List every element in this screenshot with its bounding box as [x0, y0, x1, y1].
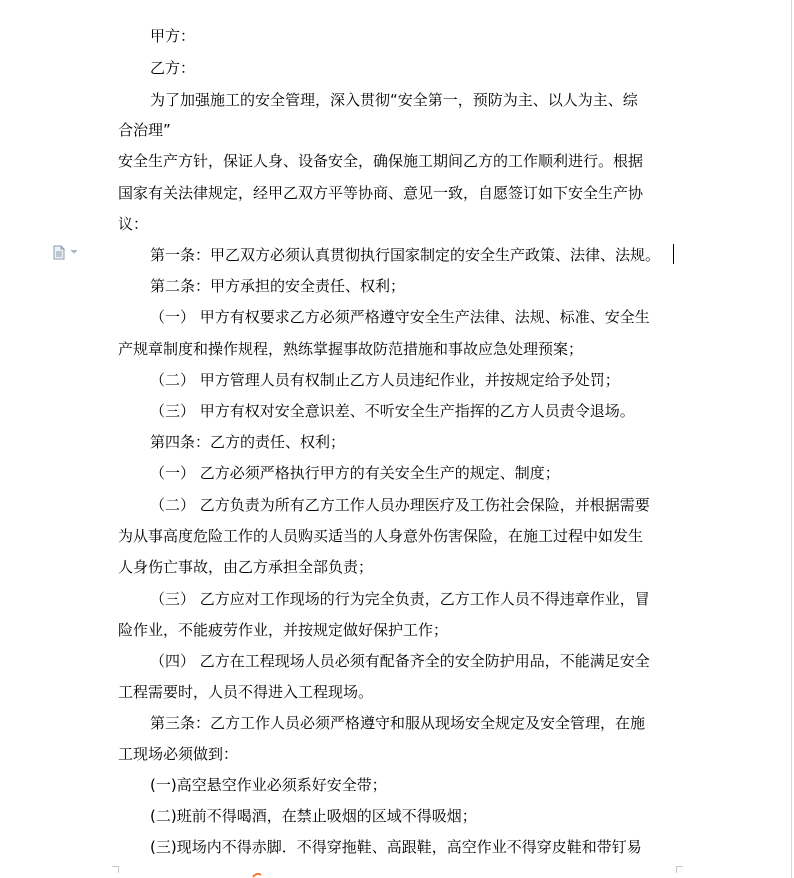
text-line — [0, 743, 794, 765]
document-icon[interactable] — [53, 245, 65, 260]
text-line — [0, 213, 794, 235]
line-text: 第四条：乙方的责任、权利； — [150, 433, 346, 451]
text-line — [0, 89, 794, 111]
line-text: （一） 甲方有权要求乙方必须严格遵守安全生产法律、法规、标准、安全生 — [150, 308, 650, 326]
line-text: 第一条：甲乙双方必须认真贯彻执行国家制定的安全生产政策、法律、法规。 — [150, 246, 661, 264]
line-text: (三)现场内不得赤脚．不得穿拖鞋、高跟鞋，高空作业不得穿皮鞋和带钉易 — [150, 838, 642, 856]
text-line — [0, 805, 794, 827]
line-text: （二） 乙方负责为所有乙方工作人员办理医疗及工伤社会保险，并根据需要 — [150, 496, 650, 514]
line-text: 为了加强施工的安全管理，深入贯彻“安全第一，预防为主、以人为主、综 — [150, 91, 638, 109]
line-text: （二） 甲方管理人员有权制止乙方人员违纪作业，并按规定给予处罚； — [150, 371, 620, 389]
text-line — [0, 244, 794, 266]
text-line — [0, 119, 794, 141]
line-text: 国家有关法律规定，经甲乙双方平等协商、意见一致，自愿签订如下安全生产协 — [118, 184, 644, 202]
text-line — [0, 400, 794, 422]
text-line — [0, 275, 794, 297]
text-line — [0, 712, 794, 734]
text-cursor — [673, 244, 674, 264]
line-text: （一） 乙方必须严格执行甲方的有关安全生产的规定、制度； — [150, 464, 560, 482]
text-line — [0, 150, 794, 172]
line-text: 第三条：乙方工作人员必须严格遵守和服从现场安全规定及安全管理，在施 — [150, 714, 646, 732]
text-line — [0, 619, 794, 641]
text-line — [0, 556, 794, 578]
text-line — [0, 681, 794, 703]
line-text: 安全生产方针，保证人身、设备安全，确保施工期间乙方的工作顺利进行。根据 — [118, 152, 644, 170]
line-text: 险作业，不能疲劳作业，并按规定做好保护工作； — [118, 621, 449, 639]
line-text: （三） 甲方有权对安全意识差、不听安全生产指挥的乙方人员责令退场。 — [150, 402, 635, 420]
line-text: 议： — [118, 215, 149, 233]
page-corner-mark — [676, 866, 683, 873]
text-line — [0, 431, 794, 453]
text-line — [0, 588, 794, 610]
line-text: （四） 乙方在工程现场人员必须有配备齐全的安全防护用品，不能满足安全 — [150, 652, 650, 670]
line-text: 合治理” — [118, 121, 171, 139]
line-text: 为从事高度危险工作的人员购买适当的人身意外伤害保险，在施工过程中如发生 — [118, 527, 644, 545]
line-text: 甲方： — [150, 27, 196, 45]
text-line — [0, 369, 794, 391]
status-mark-icon — [252, 872, 262, 878]
line-text: 第二条：甲方承担的安全责任、权利； — [150, 277, 406, 295]
line-text: (一)高空悬空作业必须系好安全带； — [150, 776, 387, 794]
text-line — [0, 650, 794, 672]
page-edge — [791, 0, 792, 878]
line-text: （三） 乙方应对工作现场的行为完全负责，乙方工作人员不得违章作业，冒 — [150, 590, 650, 608]
page-corner-mark — [112, 866, 119, 873]
text-line — [0, 462, 794, 484]
text-line — [0, 494, 794, 516]
text-line — [0, 25, 794, 47]
line-text: (二)班前不得喝酒，在禁止吸烟的区域不得吸烟； — [150, 807, 477, 825]
text-line — [0, 338, 794, 360]
text-line — [0, 836, 794, 858]
line-text: 乙方： — [150, 59, 196, 77]
text-line — [0, 774, 794, 796]
text-line — [0, 525, 794, 547]
line-text: 工程需要时，人员不得进入工程现场。 — [118, 683, 374, 701]
chevron-down-icon[interactable] — [70, 249, 78, 255]
text-line — [0, 306, 794, 328]
text-line — [0, 57, 794, 79]
line-text: 人身伤亡事故，由乙方承担全部负责； — [118, 558, 374, 576]
text-line — [0, 182, 794, 204]
line-text: 工现场必须做到： — [118, 745, 239, 763]
line-text: 产规章制度和操作规程，熟练掌握事故防范措施和事故应急处理预案； — [118, 340, 584, 358]
